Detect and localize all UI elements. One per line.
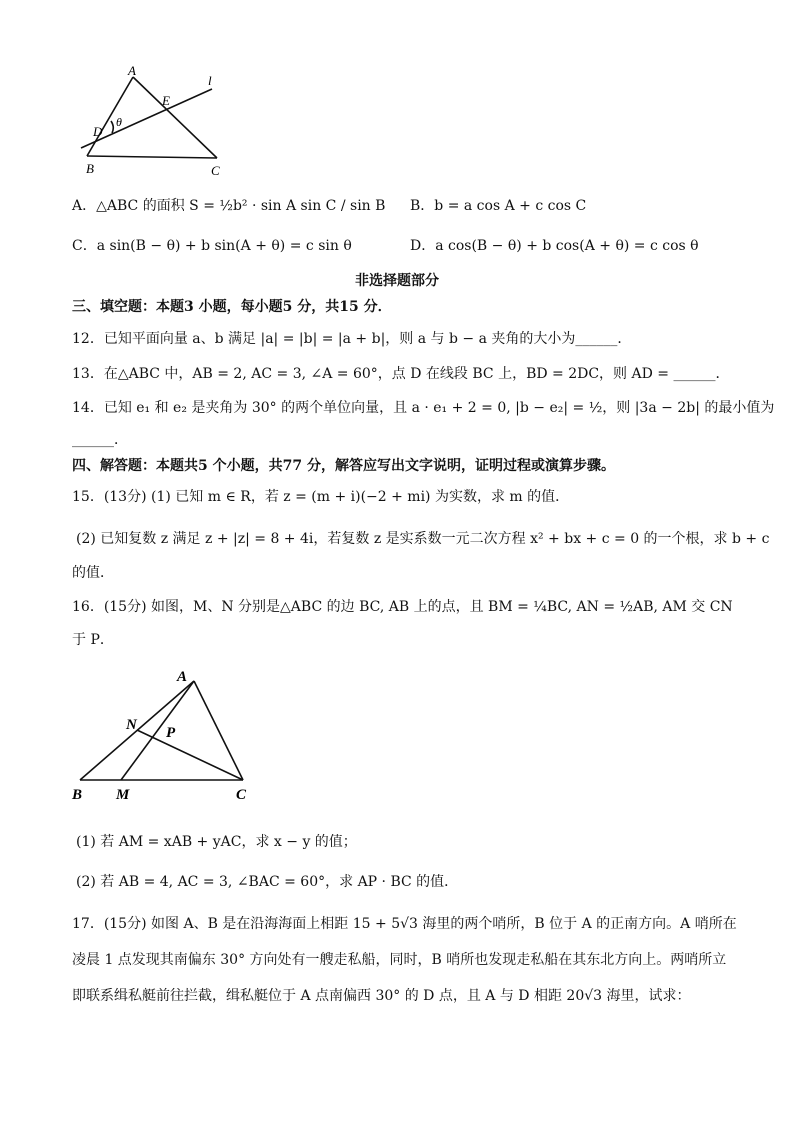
- label-a: A: [128, 63, 136, 78]
- question-17-line1: 17．(15分) 如图 A、B 是在沿海海面上相距 15 + 5√3 海里的两个哨所，B 位于 A 的正南方向。A 哨所在: [72, 916, 737, 932]
- question-16-part1: (1) 若 AM = xAB + yAC，求 x − y 的值；: [76, 834, 357, 850]
- question-12: 12．已知平面向量 a、b 满足 |a| = |b| = |a + b|，则 a 与 b − a 夹角的大小为______．: [72, 331, 632, 347]
- figure-triangle-mnp: [66, 664, 266, 806]
- question-16-part2: (2) 若 AB = 4, AC = 3, ∠BAC = 60°，求 AP · BC 的值．: [76, 874, 459, 890]
- edge-bc: [87, 156, 217, 158]
- edge-ab: [87, 77, 133, 156]
- segment-cn: [137, 730, 243, 780]
- section4-heading: 四、解答题：本题共5 个小题，共77 分，解答应写出文字说明，证明过程或演算步骤。: [72, 458, 615, 474]
- label-n: N: [126, 717, 137, 733]
- question-17-line2: 凌晨 1 点发现其南偏东 30° 方向处有一艘走私船，同时，B 哨所也发现走私船在其东北方向上。两哨所立: [72, 952, 727, 968]
- label-b: B: [86, 161, 94, 176]
- section3-heading: 三、填空题：本题3 小题，每小题5 分，共15 分．: [72, 299, 392, 315]
- label-b: B: [72, 787, 83, 803]
- label-e: E: [162, 93, 170, 108]
- option-b: B．b = a cos A + c cos C: [410, 198, 587, 214]
- figure-triangle-with-line-l: [70, 60, 240, 185]
- angle-theta-arc: [111, 121, 113, 133]
- edge-ac: [133, 77, 217, 158]
- label-c: C: [236, 787, 247, 803]
- label-m: M: [116, 787, 130, 803]
- question-15-part2-line1: (2) 已知复数 z 满足 z + |z| = 8 + 4i，若复数 z 是实系数一元二次方程 x² + bx + c = 0 的一个根，求 b + c: [76, 531, 770, 547]
- line-l: [81, 89, 212, 148]
- label-c: C: [211, 163, 220, 178]
- question-16-line1: 16．(15分) 如图，M、N 分别是△ABC 的边 BC, AB 上的点，且 BM = ¼BC, AN = ½AB, AM 交 CN: [72, 599, 733, 615]
- question-16-line2: 于 P．: [72, 632, 114, 648]
- label-a: A: [177, 669, 188, 685]
- label-p: P: [166, 725, 176, 741]
- label-theta: θ: [116, 115, 122, 129]
- question-15-part1: 15．(13分) (1) 已知 m ∈ R，若 z = (m + i)(−2 + mi) 为实数，求 m 的值．: [72, 489, 570, 505]
- question-13: 13．在△ABC 中，AB = 2, AC = 3, ∠A = 60°，点 D 在线段 BC 上，BD = 2DC，则 AD = ______．: [72, 366, 730, 382]
- label-d: D: [93, 124, 103, 139]
- question-14-line2: ______．: [72, 432, 128, 448]
- edge-ac: [194, 681, 243, 780]
- question-15-part2-line2: 的值．: [72, 565, 114, 581]
- question-17-line3: 即联系缉私艇前往拦截，缉私艇位于 A 点南偏西 30° 的 D 点，且 A 与 D 相距 20√3 海里，试求：: [72, 988, 691, 1004]
- option-a: A．△ABC 的面积 S = ½b² · sin A sin C / sin B: [72, 198, 386, 214]
- part-title: 非选择题部分: [355, 273, 439, 289]
- option-c: C．a sin(B − θ) + b sin(A + θ) = c sin θ: [72, 238, 352, 254]
- option-d: D．a cos(B − θ) + b cos(A + θ) = c cos θ: [410, 238, 699, 254]
- label-l: l: [208, 73, 212, 88]
- question-14-line1: 14．已知 e₁ 和 e₂ 是夹角为 30° 的两个单位向量，且 a · e₁ + 2 = 0, |b − e₂| = ½，则 |3a − 2b| 的最小值为: [72, 400, 775, 416]
